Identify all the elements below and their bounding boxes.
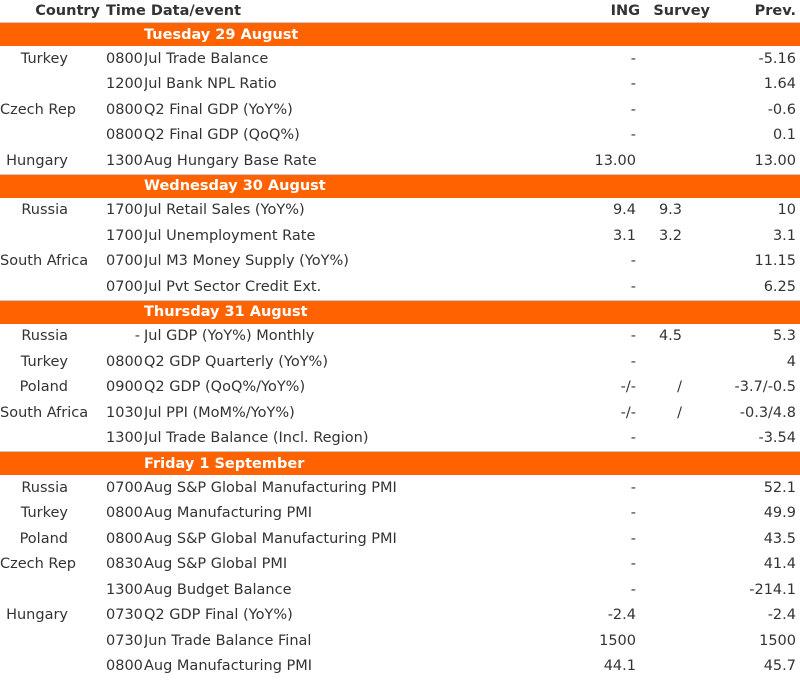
time-cell: 0800 (106, 50, 143, 67)
header-time-event: Time Data/event (106, 3, 242, 19)
previous-value-cell: 3.1 (772, 227, 796, 244)
day-header-spacer (0, 452, 144, 476)
country-cell: Hungary (6, 152, 68, 169)
country-cell (0, 72, 106, 98)
country-cell: Czech Rep (0, 556, 76, 573)
previous-value-cell: 45.7 (763, 658, 796, 675)
event-cell: Jul Trade Balance (144, 50, 269, 67)
event-cell: Q2 GDP (QoQ%/YoY%) (144, 379, 306, 396)
ing-forecast-cell: - (630, 253, 636, 270)
country-cell (0, 274, 106, 300)
country-cell: South Africa (0, 253, 89, 270)
table-row (0, 400, 800, 426)
ing-forecast-cell: 13.00 (594, 152, 636, 169)
table-row (0, 654, 800, 680)
survey-cell: 4.5 (658, 328, 682, 345)
table-row (0, 475, 800, 501)
ing-forecast-cell: - (630, 505, 636, 522)
time-cell: 0800 (106, 530, 143, 547)
table-row (0, 375, 800, 401)
previous-value-cell: -5.16 (758, 50, 796, 67)
event-cell: Jul Bank NPL Ratio (144, 76, 277, 93)
country-cell: South Africa (0, 404, 89, 421)
event-cell: Jul Unemployment Rate (144, 227, 316, 244)
table-row (0, 72, 800, 98)
event-cell: Jul GDP (YoY%) Monthly (144, 328, 315, 345)
ing-forecast-cell: - (630, 127, 636, 144)
country-cell: Russia (21, 328, 68, 345)
previous-value-cell: 43.5 (763, 530, 796, 547)
country-cell: Russia (21, 202, 68, 219)
survey-cell (642, 123, 712, 149)
header-ing: ING (610, 3, 640, 19)
ing-forecast-cell: - (630, 76, 636, 93)
previous-value-cell: 10 (777, 202, 796, 219)
previous-value-cell: 1.64 (763, 76, 796, 93)
survey-cell: 3.2 (658, 227, 682, 244)
event-cell: Jul Pvt Sector Credit Ext. (144, 278, 322, 295)
survey-cell: 9.3 (658, 202, 682, 219)
table-row (0, 274, 800, 300)
table-row (0, 46, 800, 72)
time-cell: 0900 (106, 379, 143, 396)
event-cell: Aug Hungary Base Rate (144, 152, 317, 169)
country-cell (0, 123, 106, 149)
previous-value-cell: 5.3 (772, 328, 796, 345)
ing-forecast-cell: 1500 (599, 632, 636, 649)
day-header-label: Friday 1 September (144, 452, 800, 476)
day-header-spacer (0, 23, 144, 47)
previous-value-cell: 13.00 (754, 152, 796, 169)
table-row (0, 249, 800, 275)
table-row (0, 198, 800, 224)
country-cell: Turkey (20, 353, 68, 370)
ing-forecast-cell: 3.1 (612, 227, 636, 244)
country-cell (0, 577, 106, 603)
ing-forecast-cell: - (630, 278, 636, 295)
survey-cell (642, 526, 712, 552)
time-cell: 1700 (106, 227, 143, 244)
survey-cell (642, 148, 712, 174)
event-cell: Jun Trade Balance Final (144, 632, 312, 649)
day-header-row (0, 23, 800, 47)
country-cell: Poland (19, 530, 68, 547)
event-cell: Aug S&P Global PMI (144, 556, 288, 573)
country-cell (0, 426, 106, 452)
previous-value-cell: 0.1 (772, 127, 796, 144)
survey-cell (642, 577, 712, 603)
time-cell: 1300 (106, 581, 143, 598)
survey-cell (642, 274, 712, 300)
header-survey: Survey (653, 3, 710, 19)
ing-forecast-cell: - (630, 101, 636, 118)
day-header-label: Thursday 31 August (144, 300, 800, 324)
time-cell: 1030 (106, 404, 143, 421)
table-row (0, 123, 800, 149)
country-cell: Hungary (6, 607, 68, 624)
event-cell: Q2 GDP Final (YoY%) (144, 607, 293, 624)
ing-forecast-cell: - (630, 479, 636, 496)
table-row (0, 148, 800, 174)
time-cell: 0700 (106, 278, 143, 295)
previous-value-cell: -0.6 (767, 101, 796, 118)
table-row (0, 324, 800, 350)
event-cell: Jul PPI (MoM%/YoY%) (144, 404, 295, 421)
previous-value-cell: 4 (786, 353, 796, 370)
country-cell: Poland (19, 379, 68, 396)
country-cell (0, 628, 106, 654)
day-header-row (0, 174, 800, 198)
ing-forecast-cell: - (630, 328, 636, 345)
previous-value-cell: -214.1 (749, 581, 796, 598)
table-row (0, 577, 800, 603)
ing-forecast-cell: -/- (620, 379, 636, 396)
time-cell: 0800 (106, 505, 143, 522)
day-header-spacer (0, 174, 144, 198)
previous-value-cell: 49.9 (763, 505, 796, 522)
previous-value-cell: 52.1 (763, 479, 796, 496)
ing-forecast-cell: -2.4 (607, 607, 636, 624)
time-cell: 0800 (106, 101, 143, 118)
header-country: Country (35, 3, 100, 19)
survey-cell (642, 501, 712, 527)
time-cell: 0730 (106, 632, 143, 649)
time-cell: 0700 (106, 479, 143, 496)
time-cell: 1300 (106, 430, 143, 447)
time-cell: 0730 (106, 607, 143, 624)
table-row (0, 552, 800, 578)
survey-cell (642, 475, 712, 501)
previous-value-cell: 1500 (759, 632, 796, 649)
survey-cell (642, 654, 712, 680)
table-row (0, 526, 800, 552)
previous-value-cell: 11.15 (754, 253, 796, 270)
calendar-body (0, 23, 800, 680)
country-cell: Turkey (20, 505, 68, 522)
time-cell: 1200 (106, 76, 143, 93)
ing-forecast-cell: -/- (620, 404, 636, 421)
header-prev: Prev. (754, 3, 796, 19)
ing-forecast-cell: - (630, 353, 636, 370)
event-cell: Jul M3 Money Supply (YoY%) (144, 253, 349, 270)
survey-cell (642, 72, 712, 98)
table-row (0, 349, 800, 375)
country-cell: Czech Rep (0, 101, 76, 118)
survey-cell: / (677, 379, 682, 396)
survey-cell (642, 249, 712, 275)
time-cell: 0700 (106, 253, 143, 270)
time-cell: 0800 (106, 658, 143, 675)
time-cell: 1700 (106, 202, 143, 219)
event-cell: Aug Manufacturing PMI (144, 505, 313, 522)
survey-cell: / (677, 404, 682, 421)
previous-value-cell: -3.54 (758, 430, 796, 447)
previous-value-cell: -0.3/4.8 (739, 404, 796, 421)
previous-value-cell: -3.7/-0.5 (734, 379, 796, 396)
event-cell: Q2 Final GDP (YoY%) (144, 101, 293, 118)
ing-forecast-cell: - (630, 556, 636, 573)
day-header-row (0, 300, 800, 324)
header-row (0, 0, 800, 23)
country-cell: Turkey (20, 50, 68, 67)
event-cell: Q2 Final GDP (QoQ%) (144, 127, 300, 144)
survey-cell (642, 97, 712, 123)
previous-value-cell: 6.25 (763, 278, 796, 295)
time-cell: 0800 (106, 353, 143, 370)
table-row (0, 223, 800, 249)
survey-cell (642, 349, 712, 375)
time-cell: 1300 (106, 152, 143, 169)
ing-forecast-cell: - (630, 50, 636, 67)
table-row (0, 426, 800, 452)
survey-cell (642, 426, 712, 452)
country-cell (0, 654, 106, 680)
ing-forecast-cell: - (630, 430, 636, 447)
ing-forecast-cell: - (630, 530, 636, 547)
day-header-label: Tuesday 29 August (144, 23, 800, 47)
previous-value-cell: 41.4 (763, 556, 796, 573)
time-cell: - (134, 328, 140, 345)
day-header-row (0, 452, 800, 476)
ing-forecast-cell: 44.1 (603, 658, 636, 675)
day-header-label: Wednesday 30 August (144, 174, 800, 198)
event-cell: Aug S&P Global Manufacturing PMI (144, 479, 397, 496)
event-cell: Aug Manufacturing PMI (144, 658, 313, 675)
table-row (0, 628, 800, 654)
event-cell: Jul Retail Sales (YoY%) (144, 202, 305, 219)
survey-cell (642, 552, 712, 578)
survey-cell (642, 46, 712, 72)
table-row (0, 501, 800, 527)
previous-value-cell: -2.4 (767, 607, 796, 624)
country-cell: Russia (21, 479, 68, 496)
country-cell (0, 223, 106, 249)
event-cell: Aug Budget Balance (144, 581, 292, 598)
table-row (0, 97, 800, 123)
event-cell: Aug S&P Global Manufacturing PMI (144, 530, 397, 547)
day-header-spacer (0, 300, 144, 324)
survey-cell (642, 603, 712, 629)
table-row (0, 603, 800, 629)
ing-forecast-cell: - (630, 581, 636, 598)
time-cell: 0830 (106, 556, 143, 573)
survey-cell (642, 628, 712, 654)
event-cell: Jul Trade Balance (Incl. Region) (144, 430, 369, 447)
time-cell: 0800 (106, 127, 143, 144)
ing-forecast-cell: 9.4 (612, 202, 636, 219)
event-cell: Q2 GDP Quarterly (YoY%) (144, 353, 328, 370)
